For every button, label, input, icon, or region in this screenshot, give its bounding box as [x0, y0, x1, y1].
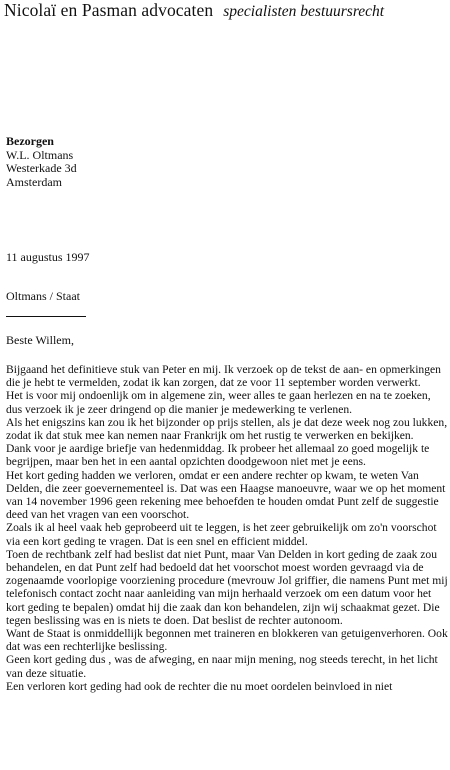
addressee-city: Amsterdam	[6, 174, 62, 189]
salutation: Beste Willem,	[6, 333, 74, 347]
body-paragraph: Een verloren kort geding had ook de rechter die nu moet oordelen beinvloed in niet	[6, 679, 393, 693]
letterhead	[4, 0, 384, 21]
reference-underline	[6, 316, 86, 317]
addressee-name: W.L. Oltmans	[6, 147, 74, 162]
addressee-block	[6, 135, 77, 189]
letter-body	[6, 363, 448, 693]
body-paragraph: Bijgaand het definitieve stuk van Peter en mij. Ik verzoek op de tekst de aan- en opmerkingen die je hebt te vermelden, zodat ik kan zorgen, dat ze voor 11 september worden verwerkt.	[6, 363, 441, 390]
delivery-label: Bezorgen	[6, 134, 54, 148]
body-paragraph: Geen kort geding dus , was de afweging, en naar mijn mening, nog steeds terecht, in het licht van deze situatie.	[6, 653, 438, 680]
body-paragraph: Zoals ik al heel vaak heb geprobeerd uit te leggen, is het zeer gebruikelijk om zo'n voorschot via een kort geding te vragen. Dat is een snel en efficient middel.	[6, 521, 437, 548]
body-paragraph: Want de Staat is onmiddellijk begonnen met traineren en blokkeren van getuigenverhoren. Ook dat was een rechterlijke beslissing.	[6, 627, 448, 654]
body-paragraph: Toen de rechtbank zelf had beslist dat niet Punt, maar Van Delden in kort geding de zaak zou behandelen, en dat Punt zelf had bedoeld dat het voorschot moest worden gevraagd via de zogenaamde voorlopige voorziening procedure (mevrouw Jol griffier, die namens Punt met mij telefonisch contact zocht naar aanleiding van mijn herhaald verzoek om een datum voor het kort geding te bepalen) omdat hij die zaak dan kon behandelen, zijn wij schaakmat gezet. Die tegen beslissing was en is niets te doen. Dat beslist de rechter autonoom.	[6, 547, 448, 627]
letter-reference: Oltmans / Staat	[6, 289, 80, 303]
letter-date: 11 augustus 1997	[6, 250, 90, 264]
firm-name: Nicolaï en Pasman advocaten	[4, 0, 214, 20]
body-paragraph: Als het enigszins kan zou ik het bijzonder op prijs stellen, als je dat deze week nog zou lukken, zodat ik dat stuk mee kan nemen naar Frankrijk om het rustig te verwerken en bekijken.	[6, 415, 448, 443]
firm-specialism: specialisten bestuursrecht	[223, 3, 385, 20]
body-paragraph: Het kort geding hadden we verloren, omdat er een andere rechter op kwam, te weten Van Delden, die zeer goevernementeel is. Dat was een Haagse manoeuvre, waar we op het moment van 14 november 1996 geen rekening mee behoefden te houden omdat Punt zelf de suggestie deed van het vragen van een voorschot.	[6, 468, 446, 522]
addressee-street: Westerkade 3d	[6, 161, 77, 175]
body-paragraph: Het is voor mij ondoenlijk om in algemene zin, weer alles te gaan herlezen en na te zoeken, dus verzoek ik je zeer dringend op die manier je medewerking te verlenen.	[6, 389, 431, 416]
body-paragraph: Dank voor je aardige briefje van hedenmiddag. Ik probeer het allemaal zo goed mogelijk te begrijpen, maar ben het in een aantal opzichten doodgewoon niet met je eens.	[6, 442, 430, 469]
